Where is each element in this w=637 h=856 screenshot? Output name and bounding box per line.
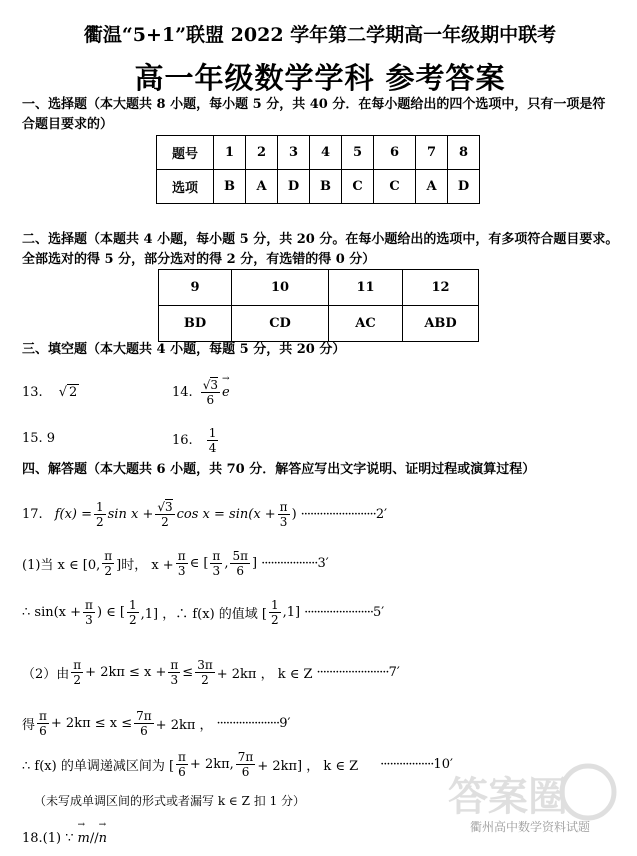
score-mark: 7′ bbox=[388, 664, 400, 680]
table-cell: 10 bbox=[232, 270, 329, 306]
table-row bbox=[157, 136, 480, 170]
denominator: 2 bbox=[128, 612, 137, 627]
math-text: + 2kπ, bbox=[189, 756, 234, 772]
answer-14 bbox=[172, 372, 230, 412]
answer-16 bbox=[172, 420, 220, 460]
numerator: 1 bbox=[96, 499, 104, 514]
numerator: π bbox=[170, 657, 179, 672]
numerator: 3π bbox=[197, 657, 213, 672]
fraction bbox=[207, 426, 219, 455]
section4-heading: 四、解答题（本大题共 6 小题，共 70 分．解答应写出文字说明、证明过程或演算过程） bbox=[22, 462, 536, 477]
table-cell: 4 bbox=[310, 136, 342, 170]
math-text: （2）由 bbox=[22, 666, 70, 682]
watermark-logo-text: 答案圈 bbox=[448, 774, 568, 820]
math-text: (1)当 x ∈ [0, bbox=[22, 557, 101, 573]
fraction bbox=[269, 598, 281, 627]
math-text: ]时， x + bbox=[116, 557, 174, 573]
table-cell: D bbox=[278, 170, 310, 204]
denominator: 6 bbox=[140, 723, 148, 738]
leader-dots: ························ bbox=[300, 506, 376, 522]
fraction bbox=[278, 500, 290, 529]
math-text: , bbox=[224, 555, 229, 571]
fraction bbox=[195, 658, 215, 687]
row-label-answer: 选项 bbox=[157, 170, 214, 204]
math-text: + 2kπ ≤ x + bbox=[85, 664, 167, 680]
fraction bbox=[201, 378, 220, 407]
numerator: 1 bbox=[270, 597, 279, 612]
q17-line4 bbox=[22, 652, 400, 692]
q17-line2 bbox=[22, 543, 329, 583]
vector-e: → e bbox=[222, 385, 230, 400]
numerator: π bbox=[39, 708, 47, 723]
q18-start bbox=[22, 826, 107, 850]
denominator: 3 bbox=[85, 612, 93, 627]
fraction bbox=[134, 709, 154, 738]
denominator: 3 bbox=[170, 672, 179, 687]
fraction bbox=[155, 500, 174, 529]
numerator: π bbox=[104, 548, 113, 563]
vector-n: → n bbox=[99, 831, 107, 846]
answer-key-title: 高一年级数学学科 参考答案 bbox=[134, 61, 506, 95]
denominator: 3 bbox=[279, 514, 288, 529]
table-cell: 6 bbox=[374, 136, 416, 170]
fraction bbox=[37, 709, 49, 738]
numerator: 5π bbox=[232, 548, 248, 563]
numerator: 1 bbox=[128, 597, 137, 612]
denominator: 2 bbox=[104, 563, 113, 578]
section2-heading: 二、选择题（本题共 4 小题，每小题 5 分，共 20 分。在每小题给出的选项中，有多项符合题目要求。全部选对的得 5 分，部分选对的得 2 分，有选错的得 0 分） bbox=[22, 232, 619, 267]
math-text: + 2kπ ， bbox=[155, 717, 213, 733]
q17-line6 bbox=[22, 744, 453, 784]
score-mark: 2′ bbox=[375, 506, 388, 522]
table-cell: ABD bbox=[403, 306, 479, 342]
math-text: 得 bbox=[22, 717, 36, 733]
numerator: π bbox=[85, 597, 93, 612]
math-text: // bbox=[89, 830, 99, 846]
table-cell: 11 bbox=[329, 270, 403, 306]
numerator: π bbox=[178, 749, 186, 764]
question-number: 13. bbox=[22, 384, 43, 400]
denominator: 2 bbox=[161, 514, 169, 529]
section2-answer-table bbox=[158, 269, 479, 342]
denominator: 6 bbox=[236, 563, 245, 578]
answer-13 bbox=[22, 380, 79, 404]
table-cell: A bbox=[416, 170, 448, 204]
vector-m: → m bbox=[78, 831, 90, 846]
q17-line1 bbox=[22, 494, 387, 534]
table-row bbox=[159, 270, 479, 306]
q17-line5 bbox=[22, 703, 290, 743]
leader-dots: ················· bbox=[380, 756, 434, 772]
denominator: 2 bbox=[201, 672, 209, 687]
math-text: ∴ sin(x + bbox=[22, 604, 82, 620]
denominator: 6 bbox=[241, 764, 250, 779]
math-text: ∈ [ bbox=[189, 555, 209, 571]
math-text: cos x = sin(x + bbox=[176, 506, 276, 522]
table-cell: C bbox=[342, 170, 374, 204]
fraction bbox=[168, 658, 180, 687]
numerator: √3 bbox=[202, 377, 218, 392]
numerator: π bbox=[279, 499, 288, 514]
denominator: 2 bbox=[96, 514, 104, 529]
table-cell: 2 bbox=[246, 136, 278, 170]
leader-dots: ·················· bbox=[261, 555, 318, 571]
denominator: 6 bbox=[39, 723, 47, 738]
math-text: ≤ bbox=[182, 664, 194, 680]
table-cell: B bbox=[310, 170, 342, 204]
q17-line3 bbox=[22, 592, 384, 632]
question-number: 16. bbox=[172, 432, 193, 448]
table-cell: D bbox=[448, 170, 480, 204]
numerator: 7π bbox=[136, 708, 152, 723]
denominator: 6 bbox=[178, 764, 186, 779]
fraction bbox=[83, 598, 95, 627]
math-text: + 2kπ] ， k ∈ Z bbox=[257, 758, 359, 774]
numerator: √3 bbox=[157, 499, 173, 514]
fraction bbox=[127, 598, 139, 627]
table-cell: 5 bbox=[342, 136, 374, 170]
table-cell: AC bbox=[329, 306, 403, 342]
fraction bbox=[210, 549, 222, 578]
numerator: π bbox=[212, 548, 221, 563]
section1-answer-table bbox=[156, 135, 480, 204]
table-cell: 8 bbox=[448, 136, 480, 170]
math-text: sin x + bbox=[107, 506, 154, 522]
numerator: 7π bbox=[237, 749, 254, 764]
score-mark: 9′ bbox=[279, 715, 291, 731]
row-label-number: 题号 bbox=[157, 136, 214, 170]
fraction bbox=[176, 549, 188, 578]
table-cell: 9 bbox=[159, 270, 232, 306]
question-number: 17. bbox=[22, 506, 43, 522]
table-cell: BD bbox=[159, 306, 232, 342]
radicand: 2 bbox=[68, 384, 78, 400]
table-cell: 1 bbox=[214, 136, 246, 170]
table-cell: 12 bbox=[403, 270, 479, 306]
table-cell: C bbox=[374, 170, 416, 204]
fraction bbox=[94, 500, 106, 529]
denominator: 3 bbox=[177, 563, 186, 578]
table-cell: CD bbox=[232, 306, 329, 342]
fraction bbox=[71, 658, 83, 687]
fraction bbox=[230, 549, 250, 578]
denominator: 2 bbox=[73, 672, 82, 687]
section1-heading: 一、选择题（本大题共 8 小题，每小题 5 分，共 40 分．在每小题给出的四个选项中，只有一项是符合题目要求的） bbox=[22, 97, 606, 132]
leader-dots: ···················· bbox=[216, 715, 280, 731]
math-text: ,1] ，∴ f(x) 的值域 [ bbox=[140, 606, 267, 622]
leader-dots: ······················· bbox=[316, 664, 389, 680]
math-text: f(x) = bbox=[54, 506, 92, 522]
table-row bbox=[157, 170, 480, 204]
leader-dots: ······················ bbox=[304, 604, 374, 620]
denominator: 2 bbox=[270, 612, 279, 627]
score-mark: 5′ bbox=[373, 604, 385, 620]
math-text: + 2kπ ≤ x ≤ bbox=[50, 715, 133, 731]
table-cell: 7 bbox=[416, 136, 448, 170]
score-mark: 10′ bbox=[433, 756, 453, 772]
answer-15-text: 15. 9 bbox=[22, 430, 56, 446]
question-number: 14. bbox=[172, 384, 193, 400]
table-cell: B bbox=[214, 170, 246, 204]
denominator: 3 bbox=[212, 563, 221, 578]
denominator: 6 bbox=[206, 392, 215, 407]
numerator: 1 bbox=[208, 425, 217, 440]
table-row bbox=[159, 306, 479, 342]
section3-heading: 三、填空题（本大题共 4 小题，每题 5 分，共 20 分） bbox=[22, 342, 346, 357]
denominator: 4 bbox=[208, 440, 217, 455]
exam-title: 衢温“5+1”联盟 2022 学年第二学期高一年级期中联考 bbox=[83, 24, 557, 46]
fraction bbox=[102, 549, 114, 578]
numerator: π bbox=[73, 657, 82, 672]
answer-15 bbox=[22, 428, 55, 448]
table-cell: 3 bbox=[278, 136, 310, 170]
fraction bbox=[236, 750, 256, 779]
math-text: ] bbox=[251, 555, 258, 571]
table-cell: A bbox=[246, 170, 278, 204]
math-text: ) ∈ [ bbox=[96, 604, 125, 620]
fraction bbox=[176, 750, 188, 779]
sqrt-expression: √ 2 bbox=[58, 384, 78, 400]
score-mark: 3′ bbox=[317, 555, 329, 571]
math-text: + 2kπ ， k ∈ Z bbox=[216, 666, 313, 682]
watermark-text: 衢州高中数学资料试题 bbox=[470, 820, 591, 834]
question-number: 18.(1) ∵ bbox=[22, 830, 74, 846]
q17-scoring-note: （未写成单调区间的形式或者漏写 k ∈ Z 扣 1 分） bbox=[34, 794, 306, 808]
math-text: ) bbox=[291, 506, 297, 522]
math-text: ,1] bbox=[282, 604, 301, 620]
math-text: ∴ f(x) 的单调递减区间为 [ bbox=[22, 758, 175, 774]
numerator: π bbox=[177, 548, 186, 563]
